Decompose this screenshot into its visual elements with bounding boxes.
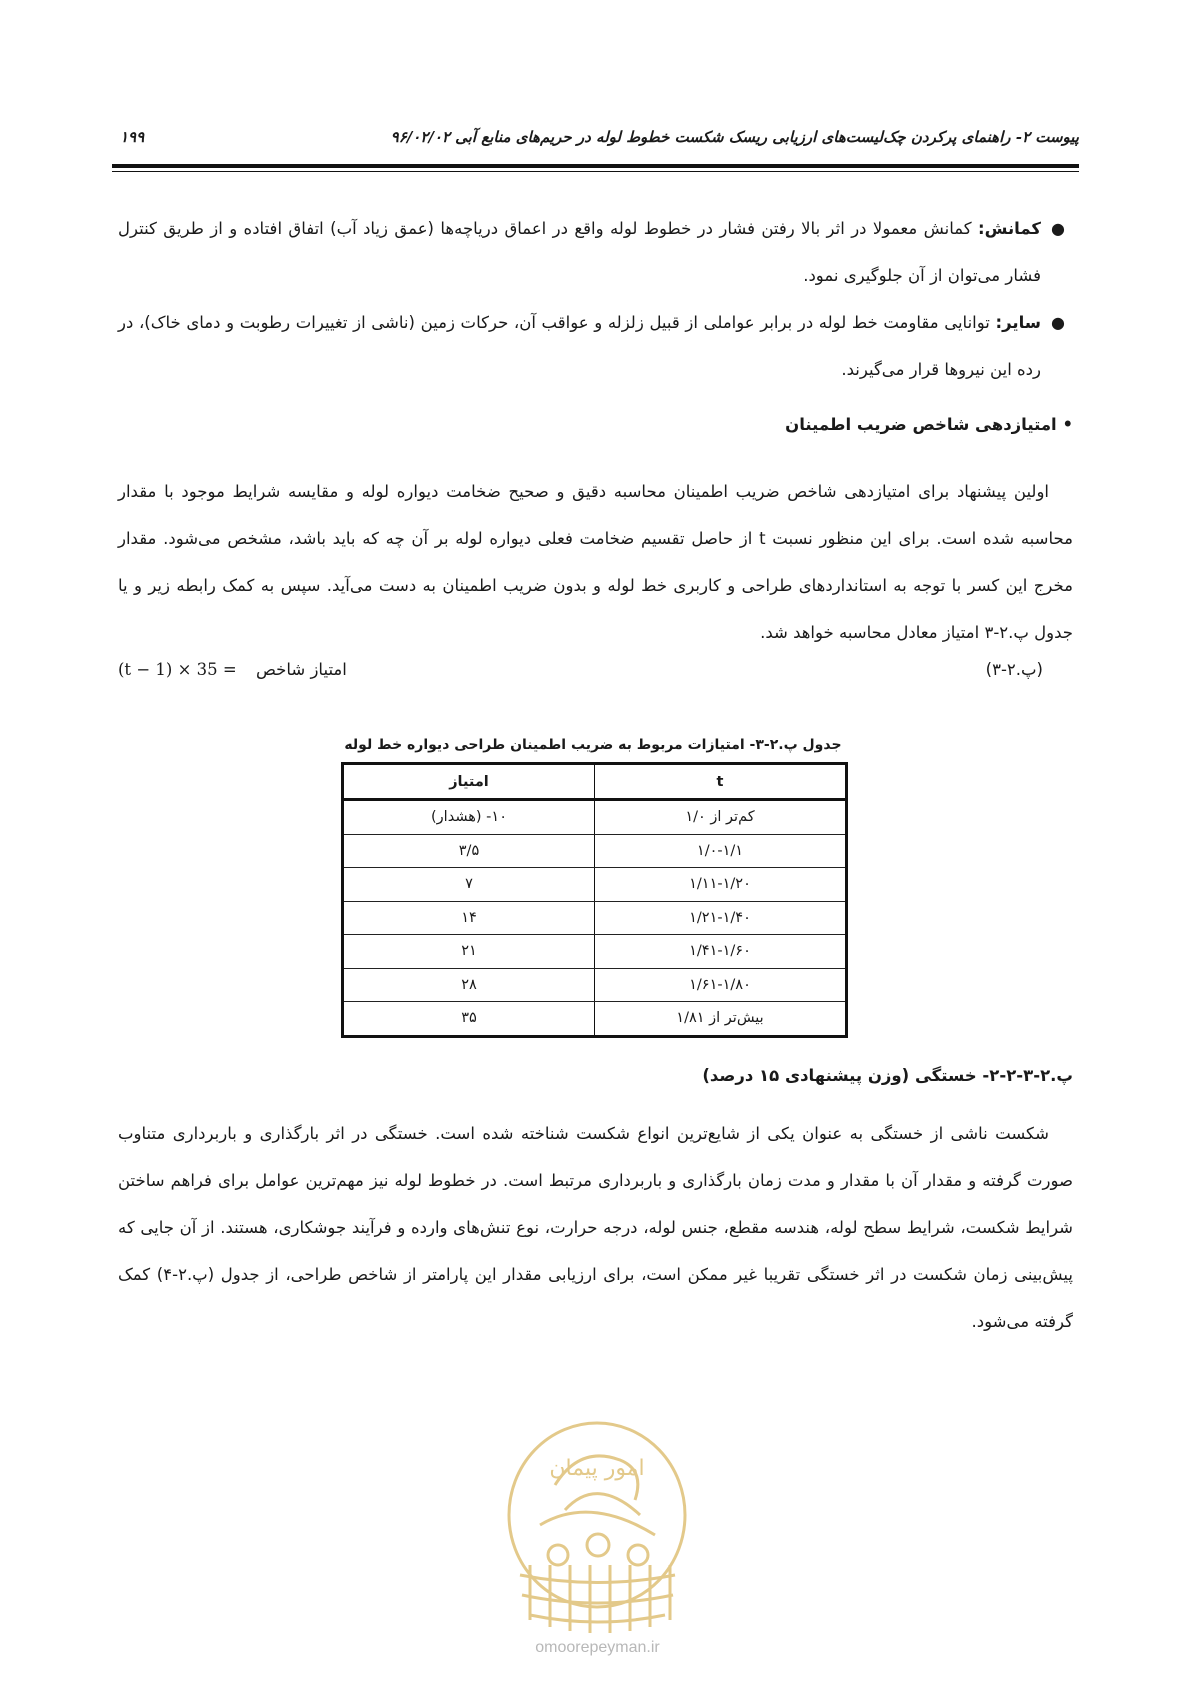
header-rule-thin	[112, 171, 1079, 172]
header-rule-thick	[112, 164, 1079, 168]
bullet-term: کمانش:	[978, 219, 1041, 238]
cell-score: ۳/۵	[343, 834, 595, 868]
bullet-item-other	[118, 299, 1073, 393]
bullet-icon: ●	[1051, 219, 1065, 238]
cell-t: کم‌تر از ۱/۰	[595, 800, 847, 835]
bullet-item-buckling	[118, 205, 1073, 299]
seal-logo-icon	[470, 1415, 725, 1640]
section-heading: • امتیازدهی شاخص ضریب اطمینان	[785, 415, 1073, 434]
table-caption: جدول پ.۲-۳- امتیازات مربوط به ضریب اطمینان طراحی دیواره خط لوله	[344, 737, 842, 753]
cell-score: ۲۱	[343, 935, 595, 969]
bullet-text: توانایی مقاومت خط لوله در برابر عواملی از قبیل زلزله و عواقب آن، حرکات زمین (ناشی از تغییرات رطوبت و دمای خاک)، در رده این نیروها قرار می‌گیرند.	[118, 313, 1041, 379]
paragraph-safety-factor	[118, 468, 1073, 656]
cell-t: ۱/۶۱-۱/۸۰	[595, 968, 847, 1002]
equation-number: (پ.۲-۳)	[985, 660, 1043, 679]
cell-score: ۱۰- (هشدار)	[343, 800, 595, 835]
paragraph-text: شکست ناشی از خستگی به عنوان یکی از شایع‌ترین انواع شکست شناخته شده است. خستگی در اثر بارگذاری و باربرداری متناوب صورت گرفته و مقدار آن با مقدار و مدت زمان بارگذاری و باربرداری مرتبط است. در خطوط لوله نیز مهم‌ترین عوامل برای فراهم ساختن شرایط شکست، شرایط سطح لوله، هندسه مقطع، جنس لوله، درجه حرارت، نوع تنش‌های وارده و فرآیند جوشکاری، هستند. از آن جایی که پیش‌بینی زمان شکست در اثر خستگی تقریبا غیر ممکن است، برای ارزیابی مقدار این پارامتر از شاخص طراحی، از جدول (پ.۲-۴) کمک گرفته می‌شود.	[118, 1124, 1073, 1331]
cell-t: ۱/۰-۱/۱	[595, 834, 847, 868]
table-row	[343, 1002, 847, 1037]
watermark	[470, 1415, 725, 1660]
header-title: پیوست ۲- راهنمای پرکردن چک‌لیست‌های ارزیابی ریسک شکست خطوط لوله در حریم‌های منابع آبی ۹۶/۰۲/۰۲	[390, 128, 1079, 146]
column-header-score: امتیاز	[343, 764, 595, 800]
table-row	[343, 800, 847, 835]
cell-t: ۱/۲۱-۱/۴۰	[595, 901, 847, 935]
equation-expression: (t − 1) × 35 =	[118, 660, 237, 679]
bullet-term: سایر:	[995, 313, 1041, 332]
equation-formula	[118, 660, 347, 679]
table-header-row	[343, 764, 847, 800]
cell-score: ۳۵	[343, 1002, 595, 1037]
page-number: ۱۹۹	[120, 128, 145, 146]
table-row	[343, 901, 847, 935]
table-row	[343, 834, 847, 868]
equation	[118, 660, 1073, 690]
page-header	[112, 128, 1079, 158]
cell-score: ۱۴	[343, 901, 595, 935]
table-row	[343, 935, 847, 969]
paragraph-text: اولین پیشنهاد برای امتیازدهی شاخص ضریب اطمینان محاسبه دقیق و صحیح ضخامت دیواره لوله و مقایسه شرایط موجود با مقدار محاسبه شده است. برای این منظور نسبت t از حاصل تقسیم ضخامت فعلی دیواره لوله بر آن چه که باید باشد، مشخص می‌شود. مقدار مخرج این کسر با توجه به استانداردهای طراحی و کاربری خط لوله و بدون ضریب اطمینان به دست می‌آید. سپس به کمک رابطه زیر و یا جدول پ.۲-۳ امتیاز معادل محاسبه خواهد شد.	[118, 482, 1073, 642]
subsection-heading-fatigue: پ.۲-۳-۲-۲- خستگی (وزن پیشنهادی ۱۵ درصد)	[702, 1066, 1073, 1085]
bullet-icon: ●	[1051, 313, 1065, 332]
cell-t: بیش‌تر از ۱/۸۱	[595, 1002, 847, 1037]
cell-score: ۲۸	[343, 968, 595, 1002]
cell-t: ۱/۴۱-۱/۶۰	[595, 935, 847, 969]
table-row	[343, 968, 847, 1002]
cell-t: ۱/۱۱-۱/۲۰	[595, 868, 847, 902]
equation-label: امتیاز شاخص	[255, 660, 347, 679]
bullet-list	[118, 205, 1073, 393]
paragraph-fatigue	[118, 1110, 1073, 1345]
watermark-url: omoorepeyman.ir	[535, 1639, 660, 1656]
score-table	[341, 762, 848, 1038]
table-row	[343, 868, 847, 902]
bullet-text: کمانش معمولا در اثر بالا رفتن فشار در خطوط لوله واقع در اعماق دریاچه‌ها (عمق زیاد آب) اتفاق افتاده و از طریق کنترل فشار می‌توان از آن جلوگیری نمود.	[118, 219, 1041, 285]
cell-score: ۷	[343, 868, 595, 902]
seal-text: امور پیمان	[549, 1456, 645, 1481]
column-header-t: t	[595, 764, 847, 800]
